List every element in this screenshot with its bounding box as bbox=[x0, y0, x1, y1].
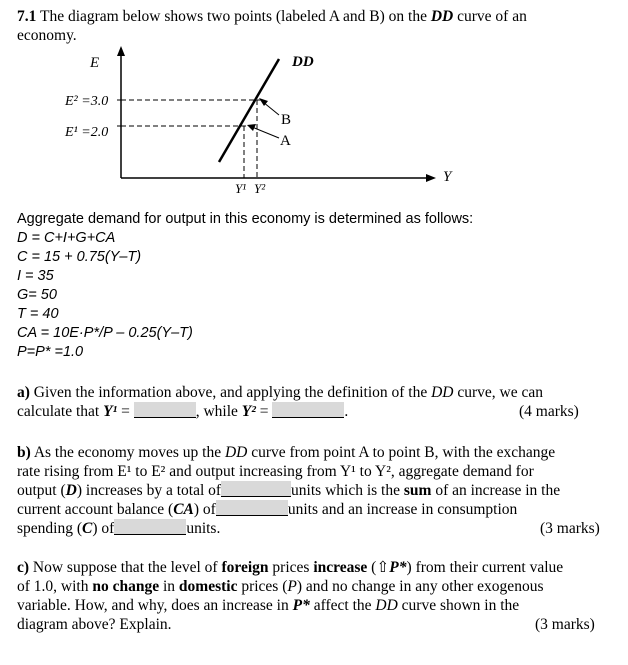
price-increase-symbol: ⇧P* bbox=[376, 559, 407, 576]
part-c-label: c) bbox=[17, 559, 30, 576]
dd-curve-line bbox=[219, 59, 279, 162]
equation-prices: P=P* =1.0 bbox=[17, 344, 84, 360]
point-a-arrowhead bbox=[247, 124, 256, 131]
y1-label: Y¹ bbox=[235, 181, 247, 196]
part-a-line2: calculate that Y¹ = , while Y² = . bbox=[17, 403, 349, 420]
part-c-line1: c) Now suppose that the level of foreign prices increase (⇧P*) from their current value bbox=[17, 559, 564, 576]
dd-curve-label: DD bbox=[292, 54, 314, 70]
part-c-line2: of 1.0, with no change in domestic prices (P) and no change in any other exogenous bbox=[17, 578, 544, 595]
e2-label: E² =3.0 bbox=[65, 94, 109, 109]
current-account-blank[interactable] bbox=[216, 500, 288, 516]
part-b-line3: output (D) increases by a total of units which is the sum of an increase in the bbox=[17, 482, 561, 499]
part-a-line1: a) Given the information above, and applying the definition of the DD curve, we can bbox=[17, 384, 544, 401]
part-b-marks: (3 marks) bbox=[540, 520, 600, 537]
y1-answer-blank[interactable] bbox=[134, 402, 196, 418]
part-c-marks: (3 marks) bbox=[535, 616, 595, 633]
equation-aggregate-demand: D = C+I+G+CA bbox=[17, 230, 116, 246]
part-b-line1: b) As the economy moves up the DD curve from point A to point B, with the exchange bbox=[17, 444, 556, 461]
point-b-label: B bbox=[281, 112, 292, 128]
question-number: 7.1 bbox=[17, 8, 37, 25]
x-axis-label: Y bbox=[443, 169, 452, 185]
part-c-line3: variable. How, and why, does an increase in P* affect the DD curve shown in the bbox=[17, 597, 520, 614]
model-intro: Aggregate demand for output in this economy is determined as follows: bbox=[17, 211, 474, 227]
y-axis-label: E bbox=[90, 55, 100, 71]
part-b-line5: spending (C) of units. bbox=[17, 520, 221, 537]
total-demand-blank[interactable] bbox=[221, 481, 291, 497]
part-a-label: a) bbox=[17, 384, 30, 401]
y-axis-arrow bbox=[117, 46, 125, 56]
equation-government: G= 50 bbox=[17, 287, 57, 303]
equation-consumption: C = 15 + 0.75(Y–T) bbox=[17, 249, 142, 265]
equation-current-account: CA = 10E·P*/P – 0.25(Y–T) bbox=[17, 325, 193, 341]
y2-answer-blank[interactable] bbox=[272, 402, 344, 418]
point-a-pointer bbox=[252, 127, 279, 138]
equation-taxes: T = 40 bbox=[17, 306, 59, 322]
equation-investment: I = 35 bbox=[17, 268, 54, 284]
part-b-line2: rate rising from E¹ to E² and output increasing from Y¹ to Y², aggregate demand for bbox=[17, 463, 534, 480]
y2-label: Y² bbox=[254, 181, 266, 196]
question-intro-line1: 7.1 The diagram below shows two points (labeled A and B) on the DD curve of an bbox=[17, 8, 527, 25]
part-b-label: b) bbox=[17, 444, 31, 461]
point-a-label: A bbox=[280, 133, 291, 149]
part-b-line4: current account balance (CA) of units and an increase in consumption bbox=[17, 501, 518, 518]
part-a-marks: (4 marks) bbox=[519, 403, 579, 420]
e1-label: E¹ =2.0 bbox=[65, 125, 109, 140]
consumption-blank[interactable] bbox=[114, 519, 186, 535]
question-intro-line2: economy. bbox=[17, 27, 77, 44]
part-c-line4: diagram above? Explain. bbox=[17, 616, 172, 633]
x-axis-arrow bbox=[426, 174, 436, 182]
